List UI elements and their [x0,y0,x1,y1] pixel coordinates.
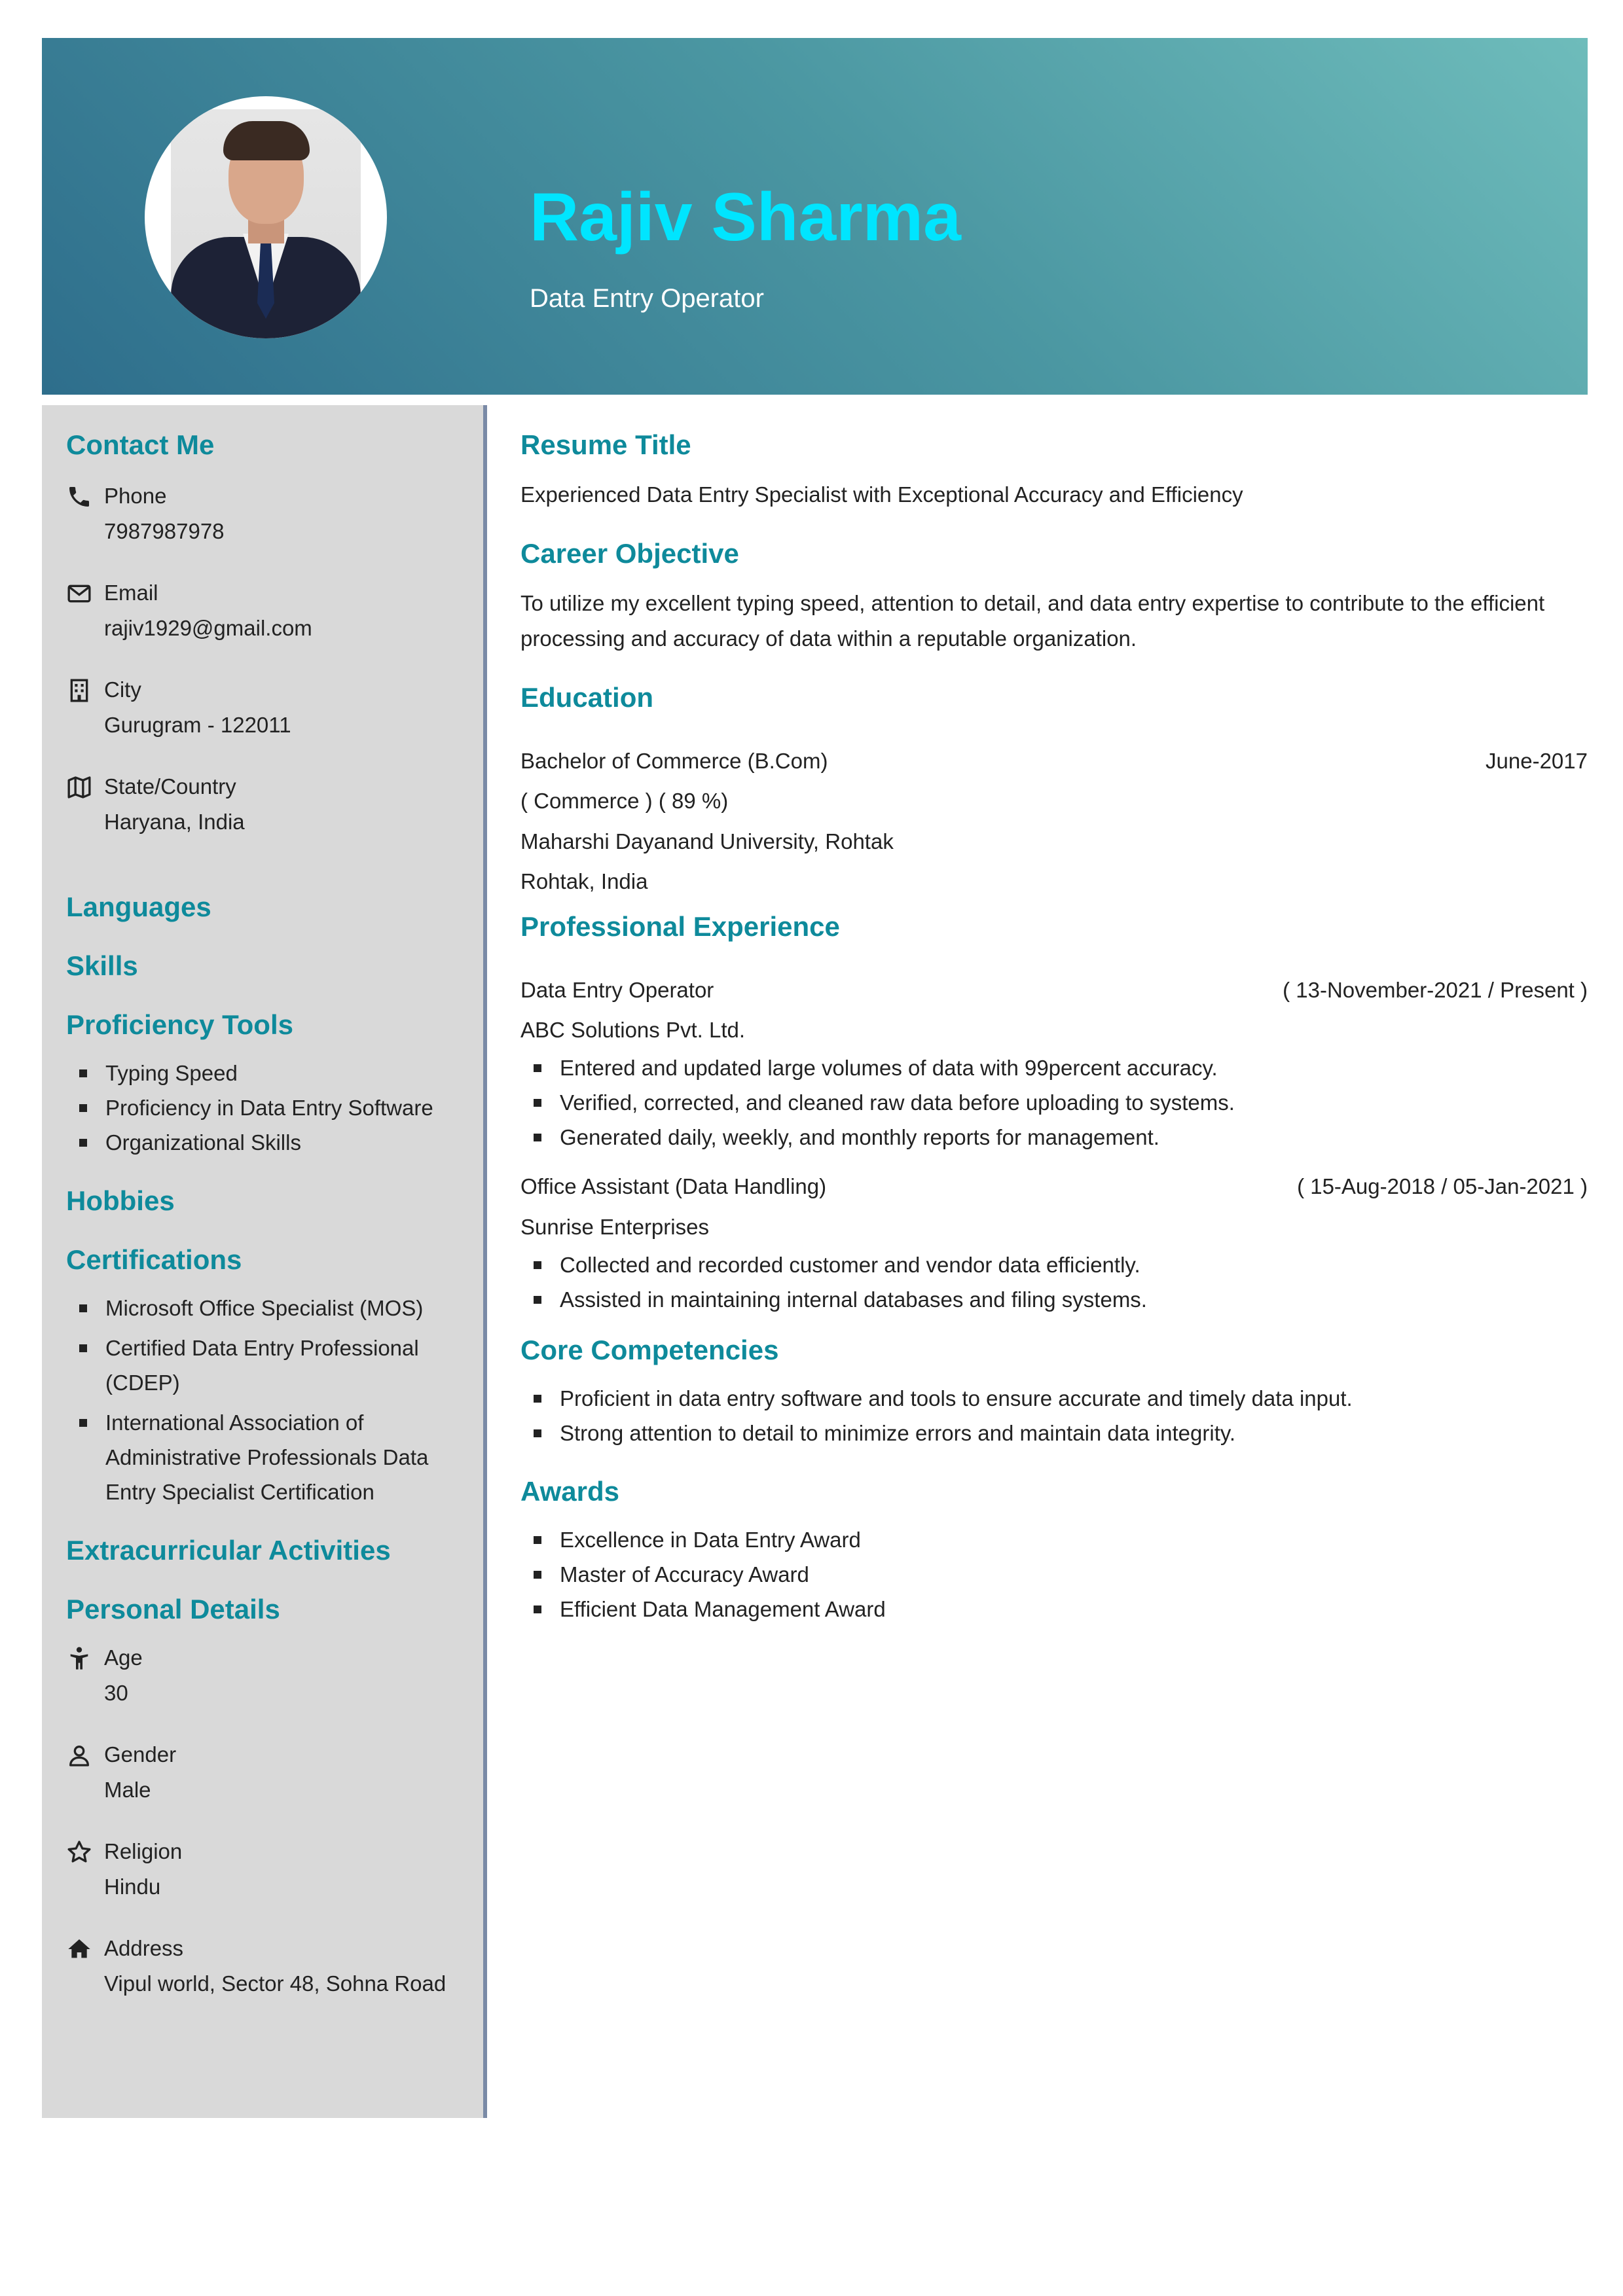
star-icon [66,1839,92,1865]
education-entry [520,742,1588,781]
tools-heading: Proficiency Tools [66,1009,293,1040]
list-item: Master of Accuracy Award [520,1557,1588,1592]
contact-value: Haryana, India [104,810,245,834]
education-heading: Education [520,682,654,713]
contact-state [66,769,459,840]
contact-value: Gurugram - 122011 [104,713,291,737]
personal-gender [66,1737,459,1808]
main-content [520,405,1588,1626]
experience-role: Data Entry Operator [520,978,714,1002]
contact-label: Phone [104,484,167,508]
contact-label: State/Country [104,774,236,798]
envelope-icon [66,581,92,607]
competencies-list [520,1381,1588,1450]
contact-city [66,672,459,743]
personal-details-heading: Personal Details [66,1594,280,1624]
list-item: Microsoft Office Specialist (MOS) [66,1291,459,1325]
education-location: Rohtak, India [520,869,648,893]
person-icon [66,1645,92,1672]
tools-list [66,1056,459,1160]
list-item: Organizational Skills [66,1125,459,1160]
list-item: Verified, corrected, and cleaned raw data before uploading to systems. [520,1085,1588,1120]
list-item: Generated daily, weekly, and monthly reports for management. [520,1120,1588,1155]
experience-entry [520,971,1588,1010]
experience-company: Sunrise Enterprises [520,1215,709,1239]
contact-heading: Contact Me [66,429,215,460]
hobbies-heading: Hobbies [66,1185,175,1216]
languages-heading: Languages [66,891,211,922]
experience-entry [520,1166,1588,1207]
list-item: Proficient in data entry software and tools to ensure accurate and timely data input. [520,1381,1588,1416]
personal-label: Religion [104,1839,183,1863]
personal-religion [66,1834,459,1905]
contact-value: rajiv1929@gmail.com [104,616,312,640]
phone-icon [66,484,92,510]
education-university: Maharshi Dayanand University, Rohtak [520,829,894,853]
core-competencies-heading: Core Competencies [520,1335,779,1365]
education-degree: Bachelor of Commerce (B.Com) [520,749,828,773]
contact-phone [66,478,459,549]
career-objective-heading: Career Objective [520,538,739,569]
personal-value: 30 [104,1681,128,1705]
candidate-job-title: Data Entry Operator [530,284,764,313]
contact-label: Email [104,581,158,605]
user-icon [66,1742,92,1768]
awards-heading: Awards [520,1476,619,1507]
career-objective-text: To utilize my excellent typing speed, attention to detail, and data entry expertise to contribute to the efficient processing and accuracy of data within a reputable organization. [520,591,1545,651]
education-date: June-2017 [1486,749,1588,773]
list-item: Proficiency in Data Entry Software [66,1090,459,1125]
list-item: Strong attention to detail to minimize errors and maintain data integrity. [520,1416,1588,1450]
personal-label: Address [104,1936,184,1960]
resume-header [42,38,1588,395]
resume-title-heading: Resume Title [520,429,691,460]
contact-value: 7987987978 [104,519,225,543]
personal-address [66,1931,459,2001]
education-stream: ( Commerce ) ( 89 %) [520,789,729,813]
list-item: Typing Speed [66,1056,459,1090]
list-item: Efficient Data Management Award [520,1592,1588,1626]
list-item: International Association of Administrative Professionals Data Entry Specialist Certification [66,1405,459,1509]
candidate-name: Rajiv Sharma [530,179,961,255]
personal-label: Age [104,1645,143,1670]
portrait-image [171,109,361,338]
experience-heading: Professional Experience [520,911,840,942]
experience-role: Office Assistant (Data Handling) [520,1174,827,1198]
list-item: Entered and updated large volumes of data with 99percent accuracy. [520,1050,1588,1085]
home-icon [66,1936,92,1962]
building-icon [66,677,92,704]
resume-title-text: Experienced Data Entry Specialist with Exceptional Accuracy and Efficiency [520,482,1243,507]
contact-label: City [104,677,141,702]
certifications-list [66,1291,459,1509]
personal-value: Male [104,1778,151,1802]
map-icon [66,774,92,800]
awards-list [520,1522,1588,1626]
skills-heading: Skills [66,950,138,981]
contact-email [66,575,459,646]
extracurricular-heading: Extracurricular Activities [66,1535,391,1566]
sidebar [42,405,487,2118]
list-item: Collected and recorded customer and vendor data efficiently. [520,1247,1588,1282]
personal-value: Vipul world, Sector 48, Sohna Road [104,1971,447,1996]
experience-bullets [520,1050,1588,1155]
personal-value: Hindu [104,1874,161,1899]
certifications-heading: Certifications [66,1244,242,1275]
list-item: Excellence in Data Entry Award [520,1522,1588,1557]
experience-company: ABC Solutions Pvt. Ltd. [520,1018,746,1042]
list-item: Certified Data Entry Professional (CDEP) [66,1331,459,1400]
experience-dates: ( 13-November-2021 / Present ) [1283,978,1588,1002]
list-item: Assisted in maintaining internal databases and filing systems. [520,1282,1588,1317]
experience-dates: ( 15-Aug-2018 / 05-Jan-2021 ) [1297,1174,1588,1198]
personal-age [66,1640,459,1711]
experience-bullets [520,1247,1588,1317]
profile-photo [145,96,387,338]
personal-label: Gender [104,1742,177,1767]
